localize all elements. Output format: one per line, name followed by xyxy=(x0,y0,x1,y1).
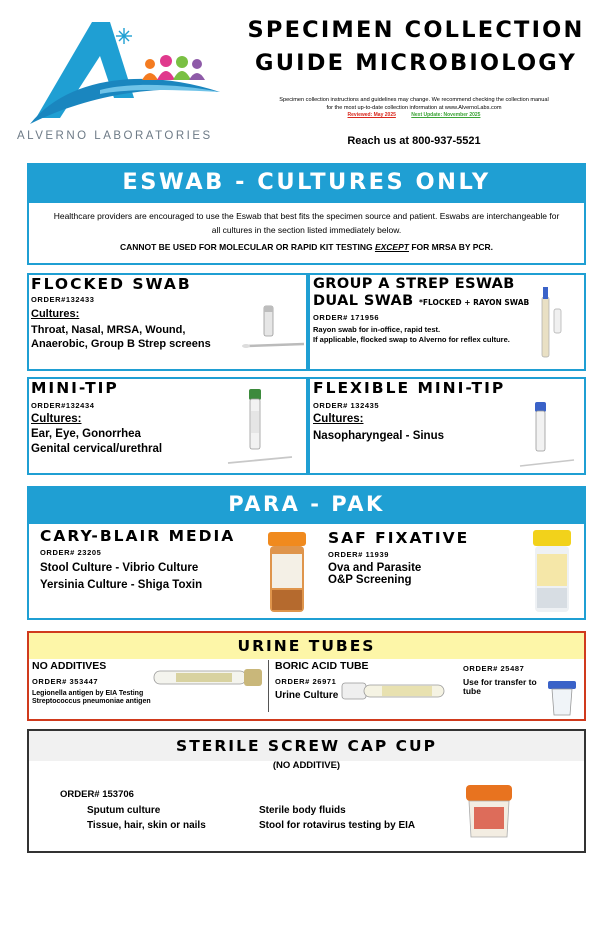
cary-blair-vial-image xyxy=(265,532,309,614)
transfer-cup-content: ORDER# 25487 Use for transfer to tube xyxy=(463,664,537,696)
sterile-right-item: Sterile body fluids xyxy=(259,805,346,816)
flexible-mini-tip-title: FLEXIBLE MINI-TIP xyxy=(313,379,506,397)
saf-fixative-content: SAF FIXATIVE ORDER# 11939 Ova and Parasite O&P Screening xyxy=(328,529,470,586)
flexible-swab-image xyxy=(518,402,582,470)
eswab-banner: ESWAB - CULTURES ONLY xyxy=(27,163,586,201)
mini-tip-content: MINI-TIP ORDER#132434 Cultures: Ear, Eye, Gonorrhea Genital cervical/urethral xyxy=(31,379,163,455)
sterile-cup-image xyxy=(464,785,514,839)
eswab-intro xyxy=(27,201,586,265)
saf-fixative-order: ORDER# 11939 xyxy=(328,550,389,559)
no-additives-content: NO ADDITIVES ORDER# 353447 Legionella antigen by EIA Testing Streptococcus pneumoniae antigen xyxy=(32,660,151,705)
sterile-right-item: Stool for rotavirus testing by EIA xyxy=(259,820,416,831)
flocked-swab-title: FLOCKED SWAB xyxy=(31,275,192,293)
cary-blair-title: CARY-BLAIR MEDIA xyxy=(40,527,236,545)
group-a-strep-content: GROUP A STREP ESWAB DUAL SWAB *FLOCKED + RAYON SWAB ORDER# 171956 Rayon swab for in-office, rapid test. If applicable, flocked swap to Alverno for reflex culture. xyxy=(313,276,533,345)
sterile-left-item: Sputum culture xyxy=(87,805,161,816)
urine-tubes-title: URINE TUBES xyxy=(29,633,584,659)
disclaimer: Specimen collection instructions and guidelines may change. We recommend checking the collection manual for the most up-to-date collection information at www.AlvernoLabs.com xyxy=(279,97,549,111)
boric-acid-title: BORIC ACID TUBE xyxy=(275,660,369,672)
flexible-mini-tip-content: FLEXIBLE MINI-TIP ORDER# 132435 Cultures: Nasopharyngeal - Sinus xyxy=(313,379,506,442)
sterile-left-item: Tissue, hair, skin or nails xyxy=(87,820,206,831)
mini-tip-order: ORDER#132434 xyxy=(31,401,95,410)
saf-fixative-title: SAF FIXATIVE xyxy=(328,529,470,547)
flexible-mini-tip-order: ORDER# 132435 xyxy=(313,401,380,410)
alverno-logo xyxy=(30,14,230,149)
boric-acid-content: BORIC ACID TUBE ORDER# 26971 Urine Culture xyxy=(275,660,369,701)
group-a-strep-title: GROUP A STREP ESWAB xyxy=(313,276,515,292)
urine-divider xyxy=(268,660,269,712)
sterile-cup-order: ORDER# 153706 xyxy=(60,789,134,800)
boric-acid-tube-image xyxy=(342,680,446,702)
flocked-swab-image xyxy=(240,306,306,356)
cultures-label: Cultures: xyxy=(31,308,80,320)
next-update-date: Next Update: November 2025 xyxy=(411,112,481,118)
no-additives-title: NO ADDITIVES xyxy=(32,660,107,672)
eswab-intro-text: Healthcare providers are encouraged to use the Eswab that best fits the specimen source and patient. Eswabs are interchangeable for all cultures in the section listed immediately below. xyxy=(53,211,560,235)
mini-tip-swab-image xyxy=(222,389,302,469)
group-a-swab-image xyxy=(540,287,576,361)
revision-dates xyxy=(228,112,600,118)
cary-blair-content: CARY-BLAIR MEDIA ORDER# 23205 Stool Culture - Vibrio Culture Yersinia Culture - Shiga Toxin xyxy=(40,527,236,591)
reviewed-date: Reviewed: May 2025 xyxy=(347,112,396,118)
eswab-notice: CANNOT BE USED FOR MOLECULAR OR RAPID KIT TESTING EXCEPT FOR MRSA BY PCR. xyxy=(119,242,494,252)
parapak-banner: PARA - PAK xyxy=(27,486,586,522)
cary-blair-order: ORDER# 23205 xyxy=(40,548,102,557)
logo-wordmark: ALVERNO LABORATORIES xyxy=(17,130,213,142)
saf-fixative-vial-image xyxy=(530,530,574,614)
flocked-swab-order: ORDER#132433 xyxy=(31,295,95,304)
transfer-cup-image xyxy=(548,681,578,717)
sterile-cup-title: STERILE SCREW CAP CUP xyxy=(29,731,584,761)
sterile-cup-subtitle: (NO ADDITIVE) xyxy=(272,760,341,771)
contact-phone: Reach us at 800-937-5521 xyxy=(347,135,481,147)
no-additives-tube-image xyxy=(154,668,264,688)
group-a-strep-order: ORDER# 171956 xyxy=(313,313,380,322)
mini-tip-title: MINI-TIP xyxy=(31,379,119,397)
page-title: SPECIMEN COLLECTION GUIDE MICROBIOLOGY xyxy=(247,17,585,76)
flocked-swab-content: FLOCKED SWAB ORDER#132433 Cultures: Throat, Nasal, MRSA, Wound, Anaerobic, Group B Strep screens xyxy=(31,275,211,350)
